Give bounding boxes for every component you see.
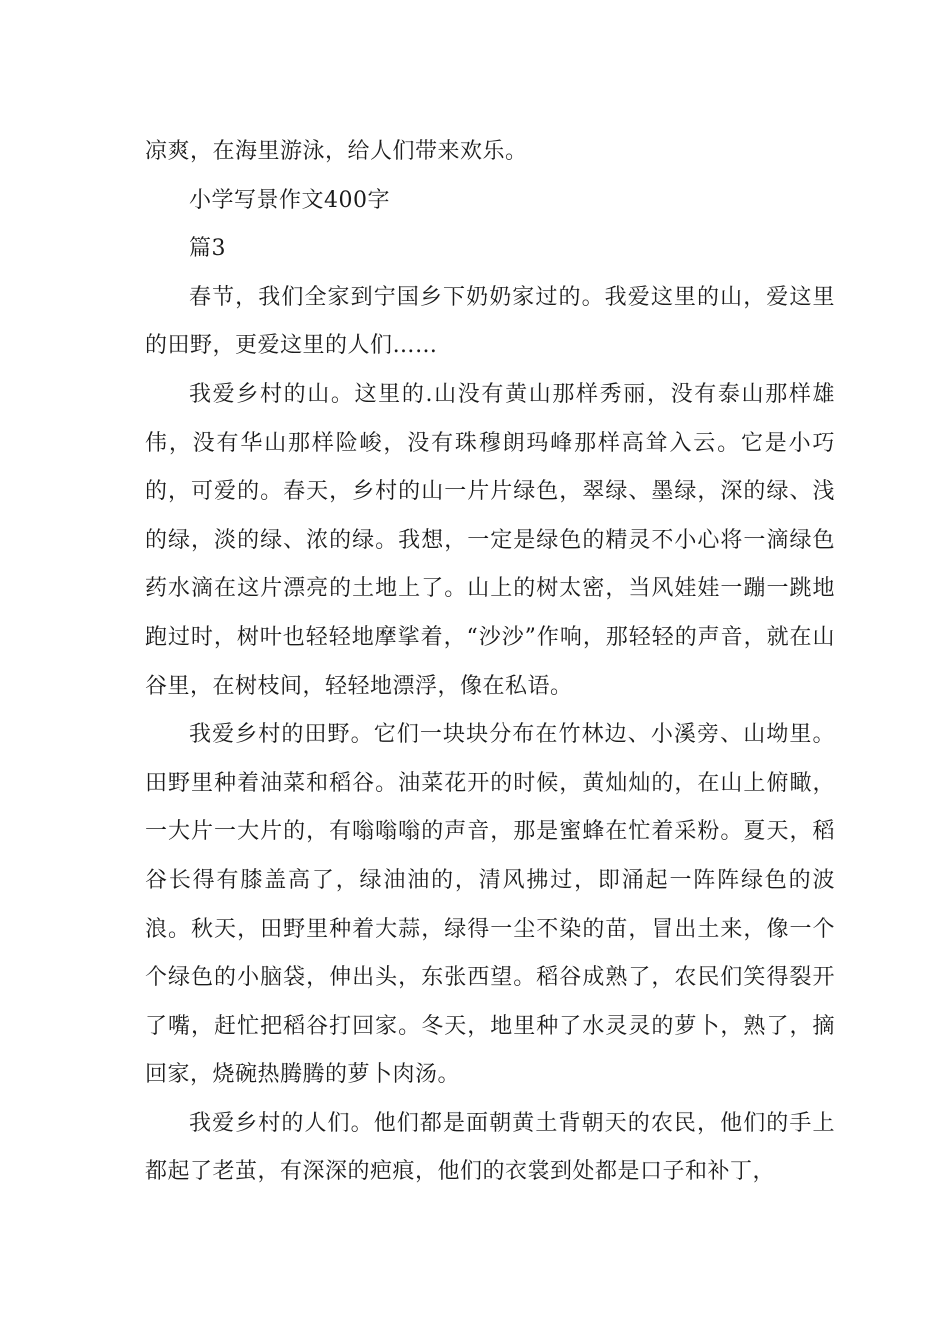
article-title: 小学写景作文400字 <box>189 187 390 213</box>
paragraph-intro: 春节，我们全家到宁国乡下奶奶家过的。我爱这里的山，爱这里的田野，更爱这里的人们…… <box>145 284 835 359</box>
article-section-label: 篇3 <box>189 236 226 262</box>
paragraph-mountains: 我爱乡村的山。这里的.山没有黄山那样秀丽，没有泰山那样雄伟，没有华山那样险峻，没有珠穆朗玛峰那样高耸入云。它是小巧的，可爱的。春天，乡村的山一片片绿色，翠绿、墨绿，深的绿、浅的绿，淡的绿、浓的绿。我想，一定是绿色的精灵不小心将一滴绿色药水滴在这片漂亮的土地上了。山上的树太密，当风娃娃一蹦一跳地跑过时，树叶也轻轻地摩挲着，“沙沙”作响，那轻轻的声音，就在山谷里，在树枝间，轻轻地漂浮，像在私语。 <box>145 381 835 699</box>
paragraph-people: 我爱乡村的人们。他们都是面朝黄土背朝天的农民，他们的手上都起了老茧，有深深的疤痕，他们的衣裳到处都是口子和补丁， <box>145 1110 835 1185</box>
paragraph-fields: 我爱乡村的田野。它们一块块分布在竹林边、小溪旁、山坳里。田野里种着油菜和稻谷。油菜花开的时候，黄灿灿的，在山上俯瞰，一大片一大片的，有嗡嗡嗡的声音，那是蜜蜂在忙着采粉。夏天，稻谷长得有膝盖高了，绿油油的，清风拂过，即涌起一阵阵绿色的波浪。秋天，田野里种着大蒜，绿得一尘不染的苗，冒出土来，像一个个绿色的小脑袋，伸出头，东张西望。稻谷成熟了，农民们笑得裂开了嘴，赶忙把稻谷打回家。冬天，地里种了水灵灵的萝卜，熟了，摘回家，烧碗热腾腾的萝卜肉汤。 <box>145 722 835 1088</box>
paragraph-continuation: 凉爽，在海里游泳，给人们带来欢乐。 <box>145 139 528 164</box>
document-body <box>145 128 835 1197</box>
